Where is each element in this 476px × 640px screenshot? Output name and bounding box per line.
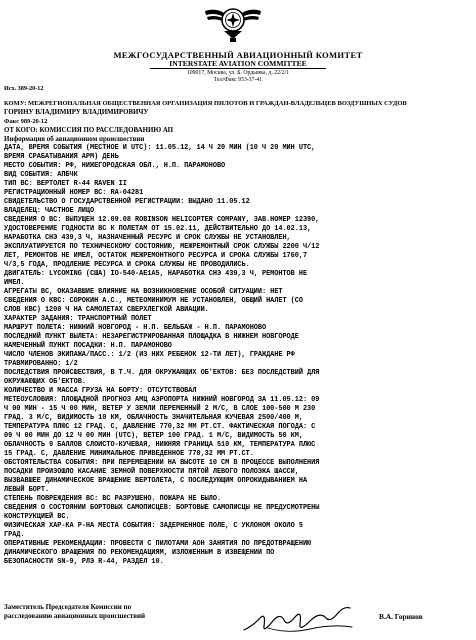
report-line: СВЕДЕНИЯ О КВС: СОРОКИН А.С., МЕТЕОМИНИМУМ НЕ УСТАНОВЛЕН, ОБЩИЙ НАЛЕТ (СО [4,297,303,305]
handwritten-signature [240,600,358,636]
report-line: 09 Ч 00 МИН ДО 12 Ч 00 МИН (UTC), ВЕТЕР 100 ГРАД. 1 М/С, ВИДИМОСТЬ 50 КМ, [4,432,303,440]
report-line: ФИЗИЧЕСКАЯ ХАР-КА Р-НА МЕСТА СОБЫТИЯ: ЗАДЕРНЕННОЕ ПОЛЕ, С УКЛОНОМ ОКОЛО 5 [4,522,303,530]
report-line: СВЕДЕНИЯ О СОСТОЯНИИ БОРТОВЫХ САМОПИСЦЕВ: БОРТОВЫЕ САМОПИСЦЫ НЕ ПРЕДУСМОТРЕНЫ [4,504,320,512]
header-divider [150,68,326,69]
report-line: ПОСЛЕДНИЙ ПУНКТ ВЫЛЕТА: НЕЗАРЕГИСТРИРОВАННАЯ ПЛОЩАДКА В НИЖНЕМ НОВГОРОДЕ [4,333,299,341]
report-line: Ч/3,5 ГОДА, ПРОДЛЕНИЕ РЕСУРСА И СРОКА СЛУЖБЫ НЕ ПРОВОДИЛИСЬ. [4,261,250,269]
signatory-title-line: расследованию авиационных происшествий [4,612,146,620]
report-line: ВЛАДЕЛЕЦ: ЧАСТНОЕ ЛИЦО [4,207,95,215]
report-line: ВИД СОБЫТИЯ: АПБЧК [4,171,78,179]
report-line: АГРЕГАТЫ ВС, ОКАЗАВШИЕ ВЛИЯНИЕ НА ВОЗНИКНОВЕНИЕ ОСОБОЙ СИТУАЦИИ: НЕТ [4,288,283,296]
report-line: НАРАБОТКА СНЭ 439,3 Ч, НАЗНАЧЕННЫЙ РЕСУРС И СРОК СЛУЖБЫ НЕ УСТАНОВЛЕН, [4,234,291,242]
report-line: МЕТЕОУСЛОВИЯ: ПЛОЩАДНОЙ ПРОГНОЗ АМЦ АЭРОПОРТА НИЖНИЙ НОВГОРОД ЗА 11.05.12: 09 [4,396,320,404]
report-line: ГРАД. 3 М/С, ВИДИМОСТЬ 10 КМ, ОБЛАЧНОСТЬ ЗНАЧИТЕЛЬНАЯ КУЧЕВАЯ 2500/400 М, [4,414,303,422]
report-line: ЛЕВЫЙ БОРТ. [4,486,50,494]
report-line: ЛЕТ, РЕМОНТОВ НЕ ИМЕЛ, ОСТАТОК МЕЖРЕМОНТНОГО РЕСУРСА И СРОКА СЛУЖБЫ 1760,7 [4,252,308,260]
sender-line: ОТ КОГО: КОМИССИЯ ПО РАССЛЕДОВАНИЮ АП [4,127,174,134]
report-line: ЭКСПЛУАТИРУЕТСЯ ПО ТЕХНИЧЕСКОМУ СОСТОЯНИЮ, МЕЖРЕМОНТНЫЙ СРОК СЛУЖБЫ 2200 Ч/12 [4,243,320,251]
report-line: ОБСТОЯТЕЛЬСТВА СОБЫТИЯ: ПРИ ПЕРЕМЕЩЕНИИ НА ВЫСОТЕ 10 СМ В ПРОЦЕССЕ ВЫПОЛНЕНИЯ [4,459,320,467]
report-line: СВЕДЕНИЯ О ВС: ВЫПУЩЕН 12.09.08 ROBINSON HELICOPTER COMPANY, ЗАВ.НОМЕР 12390, [4,216,320,224]
report-line: СТЕПЕНЬ ПОВРЕЖДЕНИЯ ВС: ВС РАЗРУШЕНО. ПОЖАРА НЕ БЫЛО. [4,495,222,503]
report-line: ОБЛАЧНОСТЬ 9 БАЛЛОВ СЛОИСТО-КУЧЕВАЯ, НИЖНЯЯ ГРАНИЦА 510 КМ, ТЕМПЕРАТУРА ПЛЮС [4,441,316,449]
committee-address: 109017, Москва, ул. Б. Ордынка, д. 22/2/1 [186,70,290,76]
report-line: ОПЕРАТИВНЫЕ РЕКОМЕНДАЦИИ: ПРОВЕСТИ С ПИЛОТАМИ АОН ЗАНЯТИЯ ПО ПРЕДОТВРАЩЕНИЮ [4,540,312,548]
committee-title-en: INTERSTATE AVIATION COMMITTEE [169,59,307,68]
report-line: ДВИГАТЕЛЬ: LYCOMING (США) IO-540-AE1A5, НАРАБОТКА СНЭ 439,3 Ч, РЕМОНТОВ НЕ [4,270,308,278]
report-line: Ч 00 МИН - 15 Ч 00 МИН, ВЕТЕР У ЗЕМЛИ ПЕРЕМЕННЫЙ 2 М/С, В СЛОЕ 100-500 М 230 [4,405,316,413]
report-line: 15 ГРАД. С, ДАВЛЕНИЕ МИНИМАЛЬНОЕ ПРИВЕДЕННОЕ 770,32 ММ РТ.СТ. [4,450,254,458]
committee-title: МЕЖГОСУДАРСТВЕННЫЙ АВИАЦИОННЫЙ КОМИТЕТ [113,50,363,60]
report-line: МАРШРУТ ПОЛЕТА: НИЖНИЙ НОВГОРОД - Н.П. БЕЛЬБАЖ - Н.П. ПАРАМОНОВО [4,324,267,332]
signatory-title-line: Заместитель Председателя Комиссии по [4,603,132,611]
report-line: ВЫЗВАВШЕЕ ДИНАМИЧЕСКОЕ ВРАЩЕНИЕ ВЕРТОЛЕТА, С ПОСЛЕДУЮЩИМ ОПРОКИДЫВАНИЕМ НА [4,477,308,485]
report-line: РЕГИСТРАЦИОННЫЙ НОМЕР ВС: RA-04281 [4,189,144,197]
report-line: ИМЕЛ. [4,279,25,287]
report-line: ВРЕМЯ СРАБАТЫВАНИЯ АРМ) ДЕНЬ [4,153,119,161]
report-line: ХАРАКТЕР ЗАДАНИЯ: ТРАНСПОРТНЫЙ ПОЛЕТ [4,315,152,323]
report-line: СЛОВ КВС) 1200 Ч НА САМОЛЕТАХ СВЕРХЛЕГКОЙ АВИАЦИИ. [4,306,209,314]
report-line: КОЛИЧЕСТВО И МАССА ГРУЗА НА БОРТУ: ОТСУТСТВОВАЛ [4,387,197,395]
report-line: ГРАД. [4,531,25,539]
report-line: НАМЕЧЕННЫЙ ПУНКТ ПОСАДКИ: Н.П. ПАРАМОНОВО [4,342,172,350]
committee-telfax: Тел/Факс 953-37-41 [213,77,263,83]
signatory-title [4,603,145,621]
report-line: КОНСТРУКЦИЕЙ ВС. [4,513,70,521]
report-line: ПОСЛЕДСТВИЯ ПРОИСШЕСТВИЯ, В Т.Ч. ДЛЯ ОКРУЖАЮЩИХ ОБ'ЕКТОВ: БЕЗ ПОСЛЕДСТВИЙ ДЛЯ [4,369,320,377]
report-line: ТЕМПЕРАТУРА ПЛЮС 12 ГРАД. С, ДАВЛЕНИЕ 770,32 ММ РТ.СТ. ФАКТИЧЕСКАЯ ПОГОДА: С [4,423,316,431]
recipient-fax: Факс 989-20-12 [4,118,48,125]
report-line: ДАТА, ВРЕМЯ СОБЫТИЯ (МЕСТНОЕ И UTC): 11.05.12, 14 Ч 20 МИН (10 Ч 20 МИН UTC, [4,144,316,152]
report-line: ЧИСЛО ЧЛЕНОВ ЭКИПАЖА/ПАСС.: 1/2 (ИЗ НИХ РЕБЕНОК 12-ТИ ЛЕТ), ГРАЖДАНЕ РФ [4,351,295,359]
report-line: ТРАВМИРОВАННО: 1/2 [4,360,78,368]
report-line: ТИП ВС: ВЕРТОЛЕТ R-44 RAVEN II [4,180,127,188]
report-line: БЕЗОПАСНОСТИ SN-9, РЛЭ R-44, РАЗДЕЛ 10. [4,558,164,566]
report-line: ОКРУЖАЮЩИХ ОБ'ЕКТОВ. [4,378,86,386]
report-line: МЕСТО СОБЫТИЯ: РФ, НИЖЕГОРОДСКАЯ ОБЛ., Н.П. ПАРАМОНОВО [4,162,226,170]
recipient-name: ГОРИНУ ВЛАДИМИРУ ВЛАДИМИРОВИЧУ [4,109,149,116]
report-line: УДОСТОВЕРЕНИЕ ГОДНОСТИ ВС К ПОЛЕТАМ ОТ 15.02.11, ДЕЙСТВИТЕЛЬНО ДО 14.02.13, [4,225,312,233]
report-line: СВИДЕТЕЛЬСТВО О ГОСУДАРСТВЕННОЙ РЕГИСТРАЦИИ: ВЫДАНО 11.05.12 [4,198,250,206]
report-line: ПОСАДКИ ПРОИЗОШЛО КАСАНИЕ ЗЕМНОЙ ПОВЕРХНОСТИ ПЯТОЙ ЛЕВОГО ПОЛОЗКА ШАССИ, [4,468,299,476]
recipient-line: КОМУ: МЕЖРЕГИОНАЛЬНАЯ ОБЩЕСТВЕННАЯ ОРГАНИЗАЦИЯ ПИЛОТОВ И ГРАЖДАН-ВЛАДЕЛЬЦЕВ ВОЗДУШНЫХ СУДОВ [4,100,407,107]
signatory-name: В.А. Горинов [379,612,423,621]
report-line: ДИНАМИЧЕСКОГО ВРАЩЕНИЯ ПО РЕКОМЕНДАЦИЯМ, ИЗЛОЖЕННЫМ В ИЗВЕЩЕНИИ ПО [4,549,275,557]
mak-emblem-icon [203,2,263,44]
document-subject: Информация об авиационном происшествии [4,136,145,143]
outgoing-number: Исх. 389-20-12 [4,85,44,92]
